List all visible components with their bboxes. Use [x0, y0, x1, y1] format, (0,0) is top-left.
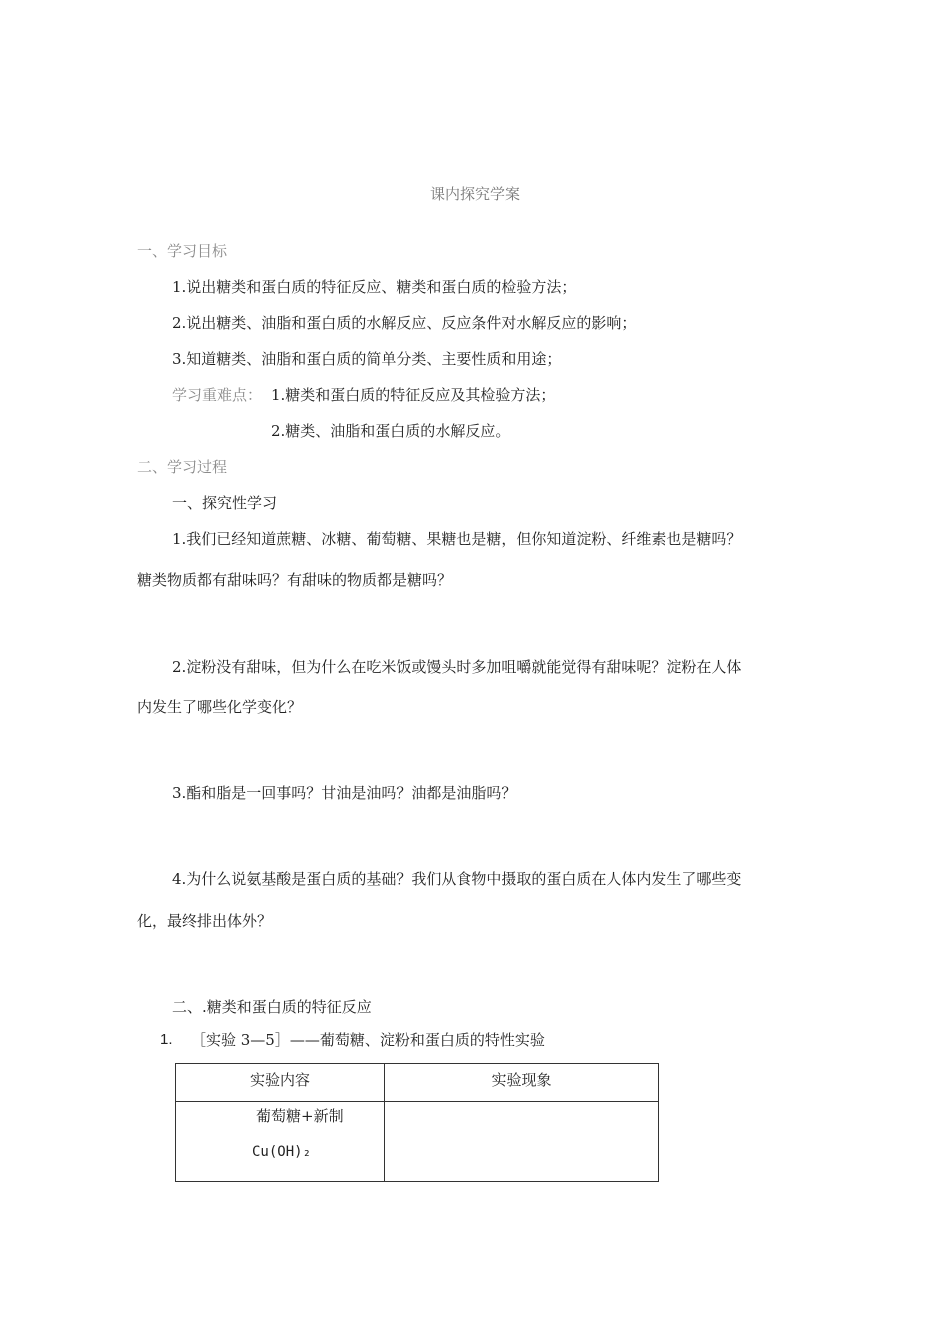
table-header-row — [176, 1064, 659, 1102]
experiment-table — [175, 1063, 659, 1182]
subsection-heading: 一、探究性学习 — [172, 494, 278, 512]
page-title: 课内探究学案 — [429, 185, 520, 203]
table-cell — [176, 1102, 385, 1182]
goal-item: 2.说出糖类、油脂和蛋白质的水解反应、反应条件对水解反应的影响； — [172, 314, 637, 332]
table-header-cell: 实验内容 — [176, 1064, 385, 1102]
question-line: 3.酯和脂是一回事吗？甘油是油吗？油都是油脂吗？ — [172, 784, 517, 802]
question-line: 内发生了哪些化学变化？ — [137, 698, 303, 716]
goal-item: 1.说出糖类和蛋白质的特征反应、糖类和蛋白质的检验方法； — [172, 278, 577, 296]
question-line: 化，最终排出体外？ — [137, 912, 273, 930]
question-line: 4.为什么说氨基酸是蛋白质的基础？我们从食物中摄取的蛋白质在人体内发生了哪些变 — [172, 870, 742, 888]
key-point-item: 1.糖类和蛋白质的特征反应及其检验方法； — [271, 386, 556, 404]
experiment-title: ［实验 3—5］——葡萄糖、淀粉和蛋白质的特性实验 — [191, 1031, 545, 1049]
question-line: 糖类物质都有甜味吗？有甜味的物质都是糖吗？ — [137, 571, 453, 589]
goal-item: 3.知道糖类、油脂和蛋白质的简单分类、主要性质和用途； — [172, 350, 562, 368]
table-row — [176, 1102, 659, 1182]
experiment-number: 1. — [160, 1031, 173, 1048]
subsection-heading: 二、.糖类和蛋白质的特征反应 — [172, 998, 372, 1016]
section-heading-process: 二、学习过程 — [137, 458, 228, 476]
question-line: 1.我们已经知道蔗糖、冰糖、葡萄糖、果糖也是糖，但你知道淀粉、纤维素也是糖吗？ — [172, 530, 742, 548]
section-heading-goals: 一、学习目标 — [137, 242, 228, 260]
key-points-label: 学习重难点： — [172, 386, 263, 404]
experiment-content-line: Cu(OH)₂ — [252, 1144, 312, 1160]
experiment-content-line: 葡萄糖+新制 — [256, 1107, 344, 1125]
table-cell — [385, 1102, 659, 1182]
key-point-item: 2.糖类、油脂和蛋白质的水解反应。 — [271, 422, 511, 440]
question-line: 2.淀粉没有甜味，但为什么在吃米饭或馒头时多加咀嚼就能觉得有甜味呢？淀粉在人体 — [172, 658, 742, 676]
table-header-cell: 实验现象 — [385, 1064, 659, 1102]
